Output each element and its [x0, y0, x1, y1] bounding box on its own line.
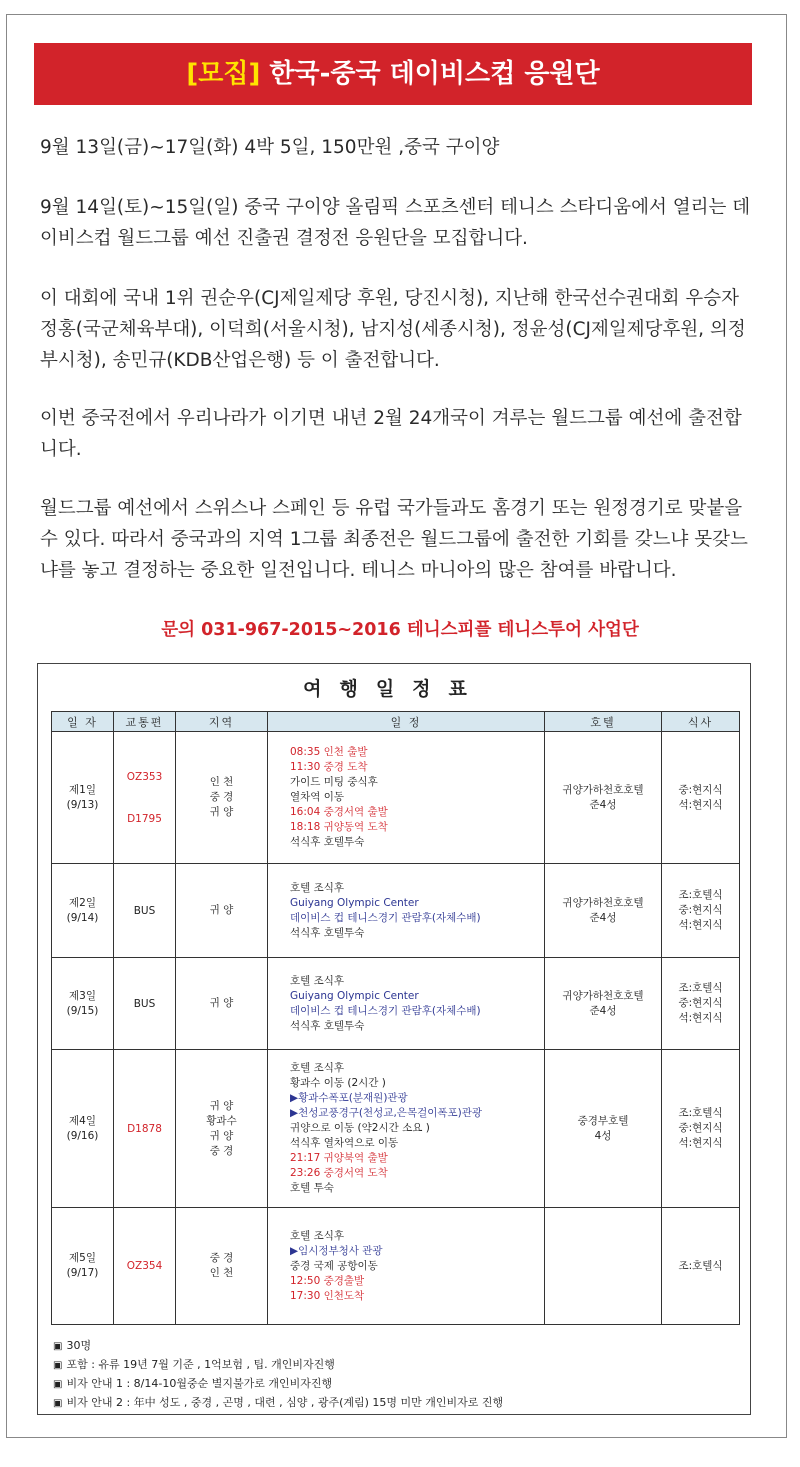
cell-day	[52, 1050, 114, 1208]
header-itinerary: 일 정	[268, 712, 545, 732]
cell-hotel-line: 귀양가하천호호텔	[562, 989, 644, 1002]
cell-hotel	[545, 958, 662, 1050]
cell-itinerary-line: 11:30 중경 도착	[290, 761, 368, 773]
contact-line: 문의 031-967-2015~2016 테니스피플 테니스투어 사업단	[161, 620, 639, 640]
cell-itinerary	[268, 864, 545, 958]
cell-itinerary-line: Guiyang Olympic Center	[290, 896, 419, 909]
cell-itinerary-line: 23:26 중경서역 도착	[290, 1167, 388, 1179]
cell-region-line: 중 경	[209, 1144, 234, 1157]
cell-itinerary-line: 17:30 인천도착	[290, 1289, 365, 1302]
cell-meal-line: 중:현지식	[678, 997, 723, 1009]
cell-hotel-line: 귀양가하천호호텔	[562, 783, 644, 796]
note-bullet-icon: ▣	[53, 1398, 63, 1409]
cell-transport	[114, 1208, 176, 1325]
cell-transport-line: BUS	[133, 904, 156, 917]
cell-meal	[662, 958, 740, 1050]
note-bullet-icon: ▣	[53, 1341, 63, 1352]
cell-itinerary-line: 08:35 인천 출발	[290, 746, 368, 758]
cell-meal-line: 조:호텔식	[678, 889, 723, 901]
cell-transport	[114, 1050, 176, 1208]
paragraph-importance: 월드그룹 예선에서 스위스나 스페인 등 유럽 국가들과도 홈경기 또는 원정경기로 맞붙을 수 있다. 따라서 중국과의 지역 1그룹 최종전은 월드그룹에 출전한 기회를 갖느냐 못갖느냐를 놓고 결정하는 중요한 일전입니다. 테니스 마니아의 많은 참여를 바랍니다.	[40, 498, 748, 581]
cell-hotel-line: 준4성	[589, 1004, 617, 1017]
cell-itinerary-line: 가이드 미팅 중식후	[290, 776, 378, 788]
cell-itinerary-line: 12:50 중경출발	[290, 1274, 365, 1287]
note-bullet-icon: ▣	[53, 1379, 63, 1390]
cell-itinerary-line: 호텔 조식후	[290, 1062, 345, 1074]
cell-itinerary	[268, 1050, 545, 1208]
cell-hotel-line: 준4성	[589, 911, 617, 924]
cell-day-line: (9/15)	[66, 1004, 99, 1017]
cell-hotel-line: 중경부호텔	[577, 1114, 629, 1127]
cell-region	[176, 864, 268, 958]
cell-day-line: (9/16)	[66, 1129, 99, 1142]
cell-region-line: 귀 양	[209, 1099, 234, 1112]
cell-hotel-line: 4성	[594, 1129, 612, 1142]
note-item	[53, 1375, 743, 1394]
cell-transport	[114, 958, 176, 1050]
cell-day-line: (9/13)	[66, 798, 99, 811]
cell-day	[52, 732, 114, 864]
cell-day	[52, 958, 114, 1050]
cell-itinerary-line: 데이비스 컵 테니스경기 관람후(자체수배)	[290, 911, 481, 924]
schedule-title: 여행일정표	[303, 678, 485, 700]
cell-itinerary-line: 석식후 호텔투숙	[290, 926, 365, 939]
cell-itinerary-line: 21:17 귀양북역 출발	[290, 1152, 388, 1164]
cell-meal-line: 조:호텔식	[678, 982, 723, 994]
cell-meal	[662, 1050, 740, 1208]
cell-hotel-line: 귀양가하천호호텔	[562, 896, 644, 909]
cell-hotel	[545, 864, 662, 958]
cell-meal	[662, 864, 740, 958]
schedule-header-row	[52, 712, 740, 732]
schedule-box	[37, 663, 751, 1415]
cell-itinerary	[268, 958, 545, 1050]
schedule-table	[51, 711, 740, 1325]
cell-itinerary-line: 석식후 호텔투숙	[290, 1019, 365, 1032]
table-row	[52, 1050, 740, 1208]
cell-region	[176, 1050, 268, 1208]
cell-itinerary-line: 16:04 중경서역 출발	[290, 806, 388, 818]
banner-title: 한국-중국 데이비스컵 응원단	[260, 59, 600, 89]
paragraph-dates: 9월 13일(금)~17일(화) 4박 5일, 150만원 ,중국 구이양	[40, 137, 500, 158]
cell-itinerary-line: 호텔 조식후	[290, 1229, 345, 1242]
cell-day-line: 제4일	[69, 1114, 96, 1127]
cell-meal-line: 조:호텔식	[678, 1259, 723, 1272]
cell-region-line: 인 천	[209, 776, 234, 788]
cell-region-line: 중 경	[209, 791, 234, 803]
cell-itinerary-line: 석식후 호텔투숙	[290, 836, 365, 848]
header-region: 지역	[176, 712, 268, 732]
cell-itinerary-line: 귀양으로 이동 (약2시간 소요 )	[290, 1122, 430, 1134]
cell-hotel	[545, 1208, 662, 1325]
cell-itinerary-line: ▶황과수폭포(분재원)관광	[290, 1092, 408, 1104]
note-text: 비자 안내 2 : 年中 성도 , 중경 , 곤명 , 대련 , 심양 , 광주(계림) 15명 미만 개인비자로 진행	[66, 1396, 504, 1409]
cell-meal-line: 석:현지식	[678, 1012, 723, 1024]
cell-meal-line: 중:현지식	[678, 904, 723, 916]
cell-meal	[662, 1208, 740, 1325]
cell-meal-line: 석:현지식	[678, 798, 723, 811]
paragraph-event: 9월 14일(토)~15일(일) 중국 구이양 올림픽 스포츠센터 테니스 스타디움에서 열리는 데이비스컵 월드그룹 예선 진출권 결정전 응원단을 모집합니다.	[40, 197, 751, 249]
header-meal: 식사	[662, 712, 740, 732]
cell-region-line: 귀 양	[209, 997, 234, 1009]
table-row	[52, 1208, 740, 1325]
note-text: 비자 안내 1 : 8/14-10월중순 별지불가로 개인비자진행	[66, 1377, 333, 1390]
cell-meal-line: 중:현지식	[678, 1122, 723, 1134]
header-day: 일 자	[52, 712, 114, 732]
cell-itinerary-line: 데이비스 컵 테니스경기 관람후(자체수배)	[290, 1004, 481, 1017]
cell-itinerary-line: 황과수 이동 (2시간 )	[290, 1077, 386, 1089]
cell-day	[52, 1208, 114, 1325]
cell-transport-line: OZ354	[126, 1260, 163, 1272]
header-hotel: 호텔	[545, 712, 662, 732]
cell-region-line: 귀 양	[209, 806, 234, 818]
cell-region-line: 중 경	[209, 1252, 234, 1264]
cell-meal-line: 석:현지식	[678, 919, 723, 931]
cell-hotel	[545, 732, 662, 864]
header-transport: 교통편	[114, 712, 176, 732]
schedule-notes	[53, 1337, 743, 1413]
note-item	[53, 1356, 743, 1375]
cell-day-line: 제2일	[69, 896, 96, 909]
cell-meal-line: 중:현지식	[678, 783, 723, 796]
cell-itinerary-line: 호텔 조식후	[290, 974, 345, 987]
cell-itinerary-line: ▶임시정부청사 관광	[290, 1244, 383, 1257]
cell-meal-line: 조:호텔식	[678, 1107, 723, 1119]
cell-itinerary	[268, 1208, 545, 1325]
cell-region	[176, 958, 268, 1050]
paragraph-players: 이 대회에 국내 1위 권순우(CJ제일제당 후원, 당진시청), 지난해 한국선수권대회 우승자 정홍(국군체육부대), 이덕희(서울시청), 남지성(세종시청), 정윤성(CJ제일제당후원, 의정부시청), 송민규(KDB산업은행) 등 이 출전합니다.	[40, 288, 746, 371]
page-banner	[34, 43, 752, 105]
paragraph-next-round: 이번 중국전에서 우리나라가 이기면 내년 2월 24개국이 겨루는 월드그룹 예선에 출전합니다.	[40, 408, 742, 460]
cell-hotel-line: 준4성	[589, 798, 617, 811]
note-text: 30명	[66, 1339, 92, 1352]
note-item	[53, 1337, 743, 1356]
cell-transport	[114, 732, 176, 864]
cell-hotel	[545, 1050, 662, 1208]
cell-itinerary-line: 호텔 투숙	[290, 1182, 334, 1194]
cell-itinerary-line: 열차역 이동	[290, 791, 345, 803]
cell-region-line: 황과수	[206, 1114, 237, 1127]
table-row	[52, 958, 740, 1050]
note-bullet-icon: ▣	[53, 1360, 63, 1371]
table-row	[52, 732, 740, 864]
cell-transport-line: D1795	[127, 812, 162, 825]
cell-meal	[662, 732, 740, 864]
cell-transport-line: BUS	[133, 997, 156, 1010]
cell-itinerary-line: 중경 국제 공항이동	[290, 1259, 378, 1272]
cell-itinerary-line: ▶천성교풍경구(천성교,은목걸이폭포)관광	[290, 1107, 483, 1119]
cell-itinerary-line: 호텔 조식후	[290, 881, 345, 894]
cell-day-line: 제3일	[69, 989, 96, 1002]
schedule-body	[52, 732, 740, 1325]
note-item	[53, 1394, 743, 1413]
banner-tag: [모집]	[186, 59, 261, 89]
note-text: 포함 : 유류 19년 7월 기준 , 1억보험 , 팁. 개인비자진행	[66, 1358, 335, 1371]
cell-meal-line: 석:현지식	[678, 1137, 723, 1149]
cell-day	[52, 864, 114, 958]
cell-transport-line: OZ353	[126, 770, 163, 783]
cell-region	[176, 1208, 268, 1325]
cell-transport-line: D1878	[127, 1122, 162, 1135]
cell-itinerary-line: 석식후 열차역으로 이동	[290, 1137, 399, 1149]
cell-day-line: (9/17)	[66, 1267, 99, 1279]
cell-itinerary-line: Guiyang Olympic Center	[290, 989, 419, 1002]
cell-region	[176, 732, 268, 864]
table-row	[52, 864, 740, 958]
cell-itinerary	[268, 732, 545, 864]
cell-region-line: 귀 양	[209, 904, 234, 916]
cell-transport	[114, 864, 176, 958]
cell-region-line: 인 천	[209, 1267, 234, 1279]
cell-day-line: (9/14)	[66, 911, 99, 924]
cell-itinerary-line: 18:18 귀양동역 도착	[290, 821, 388, 833]
cell-day-line: 제1일	[69, 783, 96, 796]
cell-region-line: 귀 양	[209, 1129, 234, 1142]
cell-day-line: 제5일	[69, 1252, 96, 1264]
